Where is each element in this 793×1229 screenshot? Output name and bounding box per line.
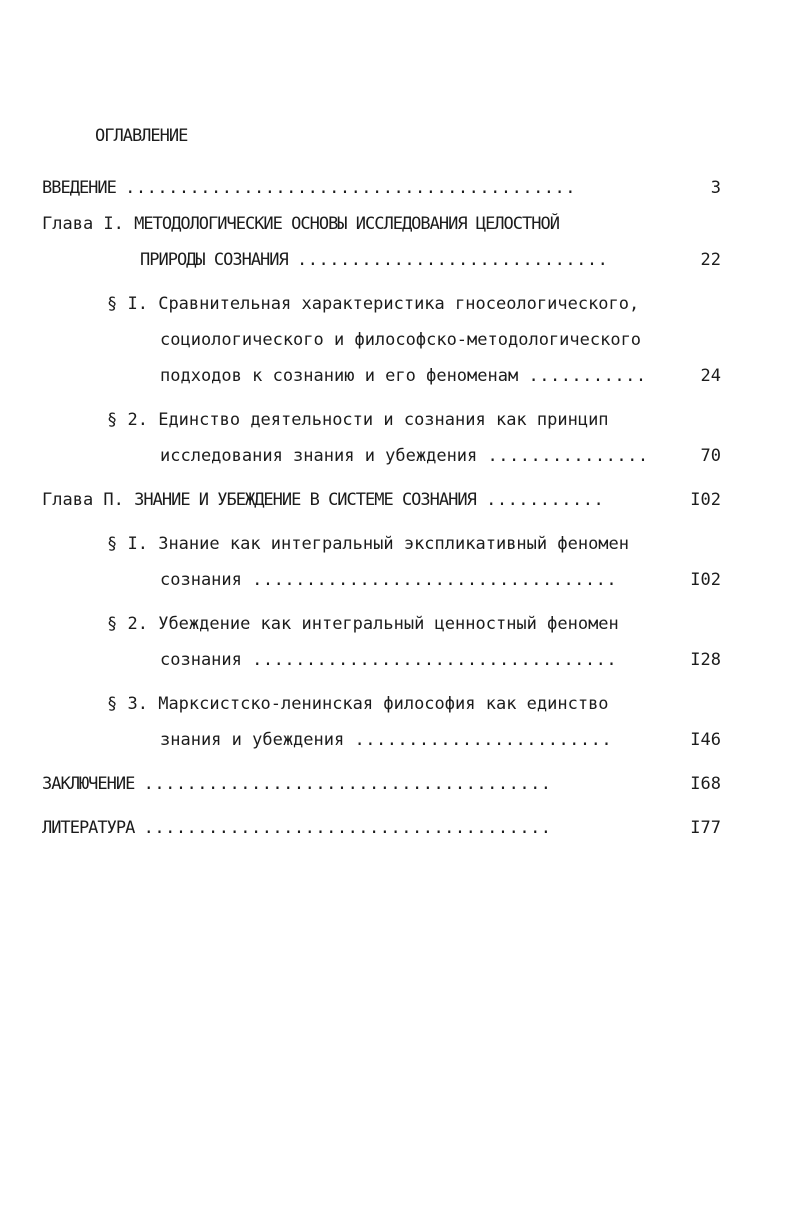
page-number: I28 bbox=[690, 650, 721, 670]
toc-section-2-3 bbox=[107, 692, 609, 716]
section-title-cont: исследования знания и убеждения ............... bbox=[160, 446, 649, 466]
page-number: 3 bbox=[710, 178, 721, 198]
dot-leader: .................................. bbox=[252, 570, 618, 590]
page-number: 24 bbox=[700, 366, 721, 386]
toc-entry-conclusion bbox=[42, 772, 552, 796]
chapter-title: МЕТОДОЛОГИЧЕСКИЕ ОСНОВЫ ИССЛЕДОВАНИЯ ЦЕЛОСТНОЙ bbox=[134, 214, 559, 234]
toc-section-2-1 bbox=[107, 532, 629, 556]
section-number: § 2. bbox=[107, 614, 148, 634]
chapter-title: ЗНАНИЕ И УБЕЖДЕНИЕ В СИСТЕМЕ СОЗНАНИЯ bbox=[134, 490, 476, 510]
section-title: Сравнительная характеристика гносеологического, bbox=[158, 294, 640, 314]
section-title: Знание как интегральный экспликативный феномен bbox=[158, 534, 630, 554]
section-title-cont: подходов к сознанию и его феноменам ........... bbox=[160, 366, 647, 386]
section-title-cont: социологического и философско-методологического bbox=[160, 330, 642, 350]
page-number: 70 bbox=[700, 446, 721, 466]
section-title-cont: знания и убеждения ........................ bbox=[160, 730, 613, 750]
toc-section-1-1 bbox=[107, 292, 639, 316]
section-number: § I. bbox=[107, 534, 148, 554]
dot-leader: .......................................... bbox=[125, 178, 577, 198]
toc-section-2-2 bbox=[107, 612, 619, 636]
page-number: I77 bbox=[690, 818, 721, 838]
section-title-cont: сознания .................................. bbox=[160, 650, 618, 670]
dot-leader: ........... bbox=[528, 366, 647, 386]
toc-entry-chapter-1-cont bbox=[140, 248, 608, 272]
section-title-cont: сознания .................................. bbox=[160, 570, 618, 590]
dot-leader: ........................ bbox=[354, 730, 613, 750]
page-number: 22 bbox=[700, 250, 721, 270]
toc-entry-chapter-1 bbox=[42, 212, 559, 236]
section-number: § I. bbox=[107, 294, 148, 314]
section-title: Единство деятельности и сознания как принцип bbox=[158, 410, 609, 430]
entry-label: ЛИТЕРАТУРА bbox=[42, 818, 135, 838]
page-number: I02 bbox=[690, 570, 721, 590]
page-number: I46 bbox=[690, 730, 721, 750]
dot-leader: ............................. bbox=[297, 250, 609, 270]
dot-leader: .................................. bbox=[252, 650, 618, 670]
page-number: I02 bbox=[690, 490, 721, 510]
section-number: § 2. bbox=[107, 410, 148, 430]
entry-label: ВВЕДЕНИЕ bbox=[42, 178, 116, 198]
page-number: I68 bbox=[690, 774, 721, 794]
chapter-title-cont: ПРИРОДЫ СОЗНАНИЯ bbox=[140, 250, 288, 270]
entry-label: ЗАКЛЮЧЕНИЕ bbox=[42, 774, 135, 794]
chapter-prefix: Глава П. bbox=[42, 490, 124, 510]
toc-entry-introduction bbox=[42, 176, 576, 200]
chapter-prefix: Глава I. bbox=[42, 214, 124, 234]
dot-leader: ........... bbox=[486, 490, 605, 510]
toc-entry-chapter-2 bbox=[42, 488, 604, 512]
dot-leader: ...................................... bbox=[143, 774, 552, 794]
dot-leader: ............... bbox=[487, 446, 649, 466]
section-title: Марксистско-ленинская философия как единство bbox=[158, 694, 609, 714]
toc-section-1-2 bbox=[107, 408, 609, 432]
toc-title: ОГЛАВЛЕНИЕ bbox=[95, 126, 188, 146]
section-title: Убеждение как интегральный ценностный феномен bbox=[158, 614, 619, 634]
toc-entry-literature bbox=[42, 816, 552, 840]
dot-leader: ...................................... bbox=[143, 818, 552, 838]
section-number: § 3. bbox=[107, 694, 148, 714]
